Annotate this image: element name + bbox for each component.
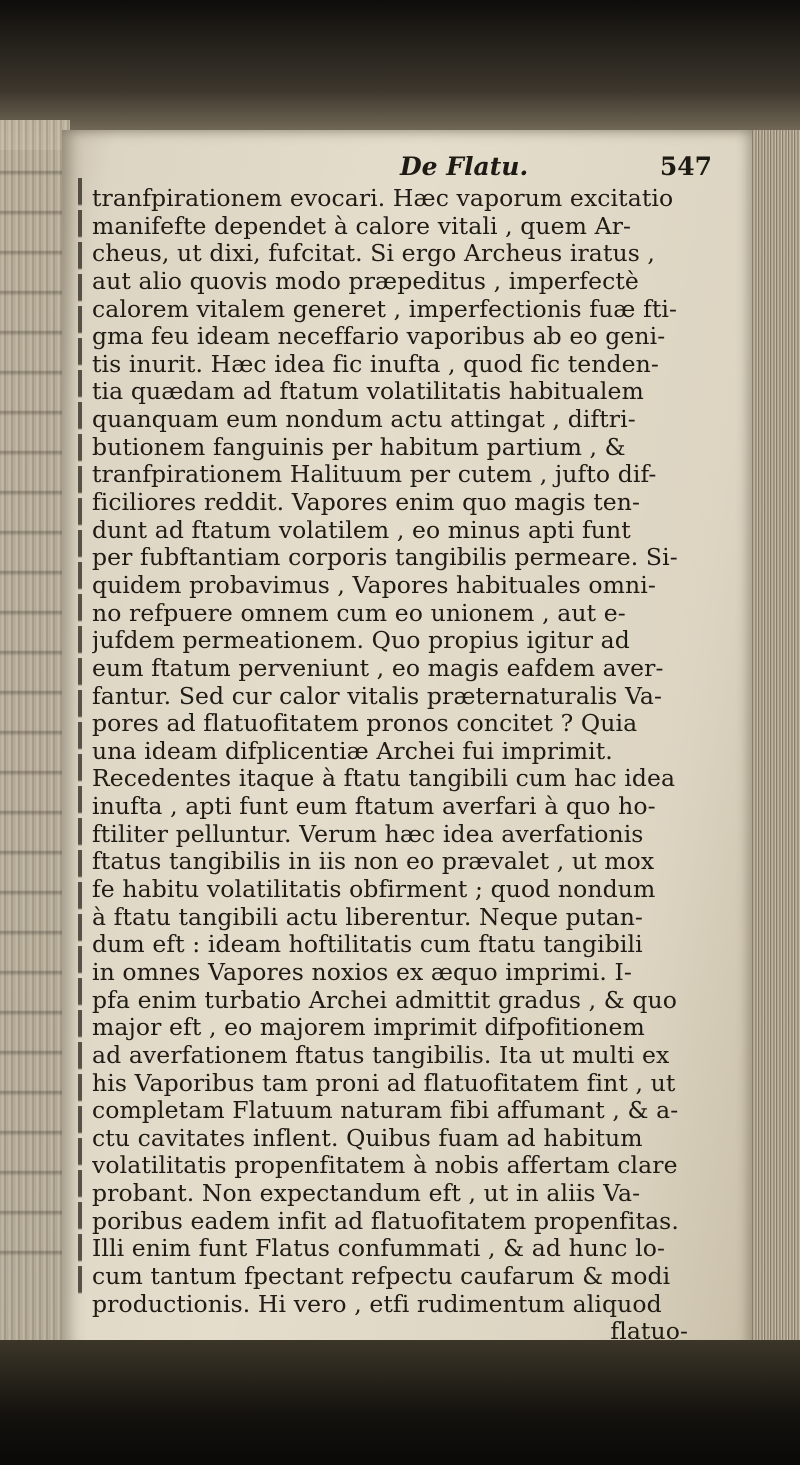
text-line: ficiliores reddit. Vapores enim quo magis ten- bbox=[92, 489, 641, 517]
text-line: butionem fanguinis per habitum partium , & bbox=[92, 433, 626, 461]
text-line: ad averfationem ftatus tangibilis. Ita ut multi ex bbox=[92, 1041, 670, 1069]
text-line: fantur. Sed cur calor vitalis præternaturalis Va- bbox=[92, 682, 663, 710]
text-line: manifefte dependet à calore vitali , quem Ar- bbox=[92, 212, 632, 240]
right-page-edges bbox=[752, 130, 800, 1355]
text-line: tis inurit. Hæc idea fic inufta , quod fic tenden- bbox=[92, 350, 659, 378]
text-line: dunt ad ftatum volatilem , eo minus apti funt bbox=[92, 516, 631, 544]
bottom-backdrop bbox=[0, 1340, 800, 1465]
gutter-bracket bbox=[78, 178, 82, 1298]
text-line: no refpuere omnem cum eo unionem , aut e- bbox=[92, 599, 626, 627]
text-line: à ftatu tangibili actu liberentur. Neque putan- bbox=[92, 903, 643, 931]
text-line: Illi enim funt Flatus confummati , & ad hunc lo- bbox=[92, 1235, 666, 1263]
body-text bbox=[92, 185, 722, 1346]
text-line: major eft , eo majorem imprimit difpofitionem bbox=[92, 1014, 645, 1042]
text-line: jufdem permeationem. Quo propius igitur ad bbox=[92, 627, 630, 655]
text-line: tranfpirationem Halituum per cutem , jufto dif- bbox=[92, 461, 657, 489]
text-line: tia quædam ad ftatum volatilitatis habitualem bbox=[92, 378, 644, 406]
text-line: per fubftantiam corporis tangibilis permeare. Si- bbox=[92, 544, 678, 572]
text-line: ftatus tangibilis in iis non eo prævalet , ut mox bbox=[92, 848, 655, 876]
text-line: productionis. Hi vero , etfi rudimentum aliquod bbox=[92, 1290, 662, 1318]
text-line: gma feu ideam neceffario vaporibus ab eo geni- bbox=[92, 323, 666, 351]
text-line: eum ftatum perveniunt , eo magis eafdem aver- bbox=[92, 654, 664, 682]
page-number: 547 bbox=[659, 152, 712, 181]
text-line: dum eft : ideam hoftilitatis cum ftatu tangibili bbox=[92, 931, 643, 959]
text-line: cheus, ut dixi, fufcitat. Si ergo Archeus iratus , bbox=[92, 240, 655, 268]
text-line: fe habitu volatilitatis obfirment ; quod nondum bbox=[92, 876, 656, 904]
text-line: in omnes Vapores noxios ex æquo imprimi. I- bbox=[92, 958, 632, 986]
text-line: his Vaporibus tam proni ad flatuofitatem fint , ut bbox=[92, 1069, 676, 1097]
text-line: aut alio quovis modo præpeditus , imperfectè bbox=[92, 267, 639, 295]
top-backdrop bbox=[0, 0, 800, 150]
text-line: quidem probavimus , Vapores habituales omni- bbox=[92, 571, 656, 599]
running-head-title: De Flatu. bbox=[400, 152, 529, 181]
left-page-marks bbox=[0, 150, 70, 1270]
text-line: ctu cavitates inflent. Quibus fuam ad habitum bbox=[92, 1124, 643, 1152]
text-line: cum tantum fpectant refpectu caufarum & modi bbox=[92, 1262, 671, 1290]
text-line: Recedentes itaque à ftatu tangibili cum hac idea bbox=[92, 765, 676, 793]
text-line: pores ad flatuofitatem pronos concitet ? Quia bbox=[92, 710, 638, 738]
text-line: completam Flatuum naturam fibi affumant , & a- bbox=[92, 1097, 679, 1125]
text-line: pfa enim turbatio Archei admittit gradus , & quo bbox=[92, 986, 677, 1014]
text-line: una ideam difplicentiæ Archei fui imprimit. bbox=[92, 737, 613, 765]
text-line: poribus eadem infit ad flatuofitatem propenfitas. bbox=[92, 1207, 679, 1235]
catchword: flatuo- bbox=[610, 1318, 688, 1346]
text-line: quanquam eum nondum actu attingat , diftri- bbox=[92, 406, 636, 434]
text-line: inufta , apti funt eum ftatum averfari à quo ho- bbox=[92, 793, 656, 821]
text-line: tranfpirationem evocari. Hæc vaporum excitatio bbox=[92, 185, 674, 212]
text-line: ftiliter pelluntur. Verum hæc idea averfationis bbox=[92, 820, 644, 848]
running-head bbox=[90, 152, 740, 186]
text-line: calorem vitalem generet , imperfectionis fuæ fti- bbox=[92, 295, 678, 323]
text-line: probant. Non expectandum eft , ut in aliis Va- bbox=[92, 1180, 641, 1208]
text-line: volatilitatis propenfitatem à nobis affertam clare bbox=[92, 1152, 678, 1180]
